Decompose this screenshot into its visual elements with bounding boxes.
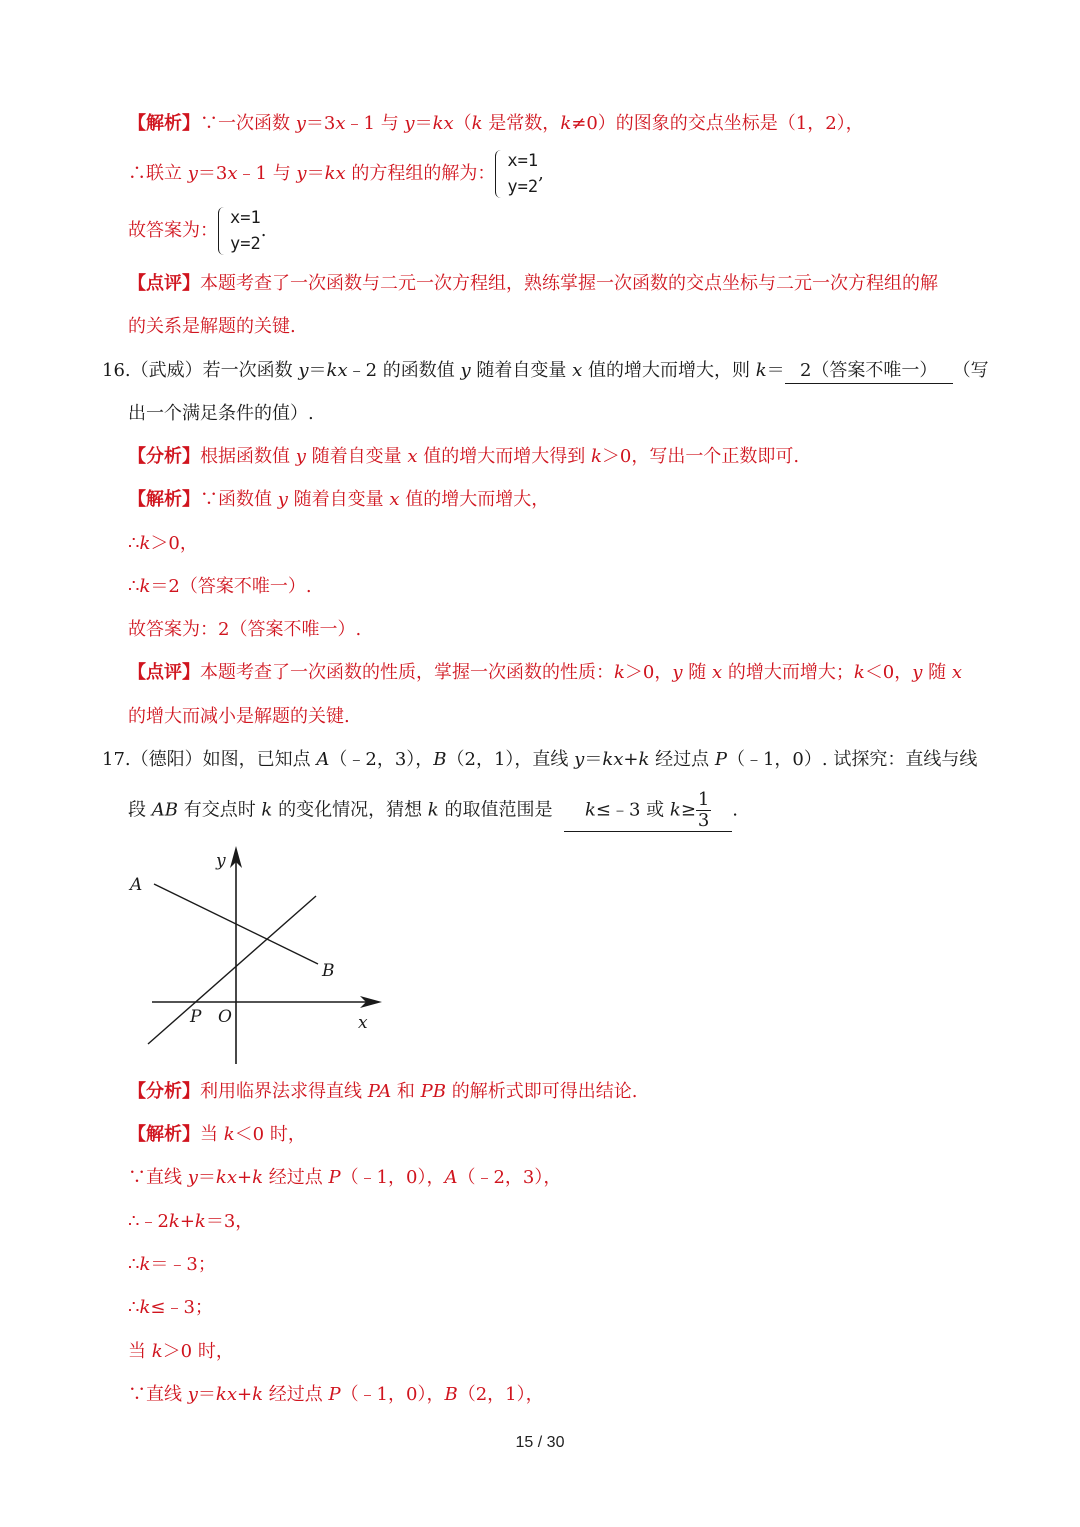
q17-stem-line2: 段 AB 有交点时 k 的变化情况，猜想 k 的取值范围是 k≤﹣3 或 k≥ $\frac{1}{3}$ . <box>128 789 738 831</box>
q16-stem-line1: 16.（武威）若一次函数 y＝kx﹣2 的函数值 y 随着自变量 x 值的增大而增大，则 k＝ 2（答案不唯一） （写 <box>102 359 989 384</box>
label-x: x <box>358 1013 368 1033</box>
q16-answer-blank: 2（答案不唯一） <box>785 359 953 384</box>
q17-answer-blank: k≤﹣3 或 k≥ $\frac{1}{3}$ <box>564 790 732 832</box>
equation-system-2: x=1 y=2 <box>218 205 261 257</box>
q16-step1: ∴k＞0， <box>128 533 198 554</box>
q16-fenxi: 【分析】根据函数值 y 随着自变量 x 值的增大而增大得到 k＞0，写出一个正数即可. <box>128 446 800 467</box>
label-y: y <box>216 851 226 871</box>
brace-icon <box>495 150 504 198</box>
q15-jiexi-line1: 【解析】∵一次函数 y＝3x﹣1 与 y＝kx（k 是常数，k≠0）的图象的交点坐标是（1，2）， <box>128 113 864 134</box>
q16-dianping-line2: 的增大而减小是解题的关键. <box>128 706 350 727</box>
q17-row4: ∴k≤﹣3； <box>128 1297 213 1318</box>
page-number: 15 / 30 <box>515 1434 565 1451</box>
q17-row5: 当 k＞0 时， <box>128 1341 234 1362</box>
q15-dianping-line2: 的关系是解题的关键. <box>128 316 296 337</box>
q16-stem-line2: 出一个满足条件的值）. <box>128 403 314 424</box>
q16-answer: 故答案为：2（答案不唯一）. <box>128 619 362 640</box>
q16-jiexi: 【解析】∵函数值 y 随着自变量 x 值的增大而增大， <box>128 489 550 510</box>
q15-dianping-line1: 【点评】本题考查了一次函数与二元一次方程组，熟练掌握一次函数的交点坐标与二元一次方程组的解 <box>128 273 938 294</box>
q15-answer-line: 故答案为： x=1 y=2 . <box>128 205 266 257</box>
label-O: O <box>218 1007 232 1027</box>
label-A: A <box>130 875 143 895</box>
label-B: B <box>322 961 335 981</box>
line-y-kx-k <box>148 896 316 1044</box>
q17-row1: ∵直线 y＝kx+k 经过点 P（﹣1，0），A（﹣2，3）， <box>128 1167 562 1188</box>
label-P: P <box>190 1007 202 1027</box>
brace-icon <box>218 207 227 255</box>
q17-row3: ∴k＝﹣3； <box>128 1254 216 1275</box>
coordinate-figure <box>120 840 400 1072</box>
q17-row6: ∵直线 y＝kx+k 经过点 P（﹣1，0），B（2，1）， <box>128 1384 544 1405</box>
q17-row2: ∴﹣2k+k＝3， <box>128 1211 254 1232</box>
q17-jiexi: 【解析】当 k＜0 时， <box>128 1124 306 1145</box>
q16-step2: ∴k＝2（答案不唯一）. <box>128 576 312 597</box>
q15-jiexi-line2: ∴联立 y＝3x﹣1 与 y＝kx 的方程组的解为： x=1 y=2 , <box>128 148 544 200</box>
equation-system-1: x=1 y=2 <box>495 148 538 200</box>
q17-stem-line1: 17.（德阳）如图，已知点 A（﹣2，3），B（2，1），直线 y＝kx+k 经过点 P（﹣1，0）. 试探究：直线与线 <box>102 749 978 770</box>
q17-fenxi: 【分析】利用临界法求得直线 PA 和 PB 的解析式即可得出结论. <box>128 1081 638 1102</box>
fraction: $\frac{1}{3}$ <box>697 789 710 831</box>
q16-dianping-line1: 【点评】本题考查了一次函数的性质，掌握一次函数的性质：k＞0，y 随 x 的增大而增大；k＜0，y 随 x <box>128 662 963 683</box>
